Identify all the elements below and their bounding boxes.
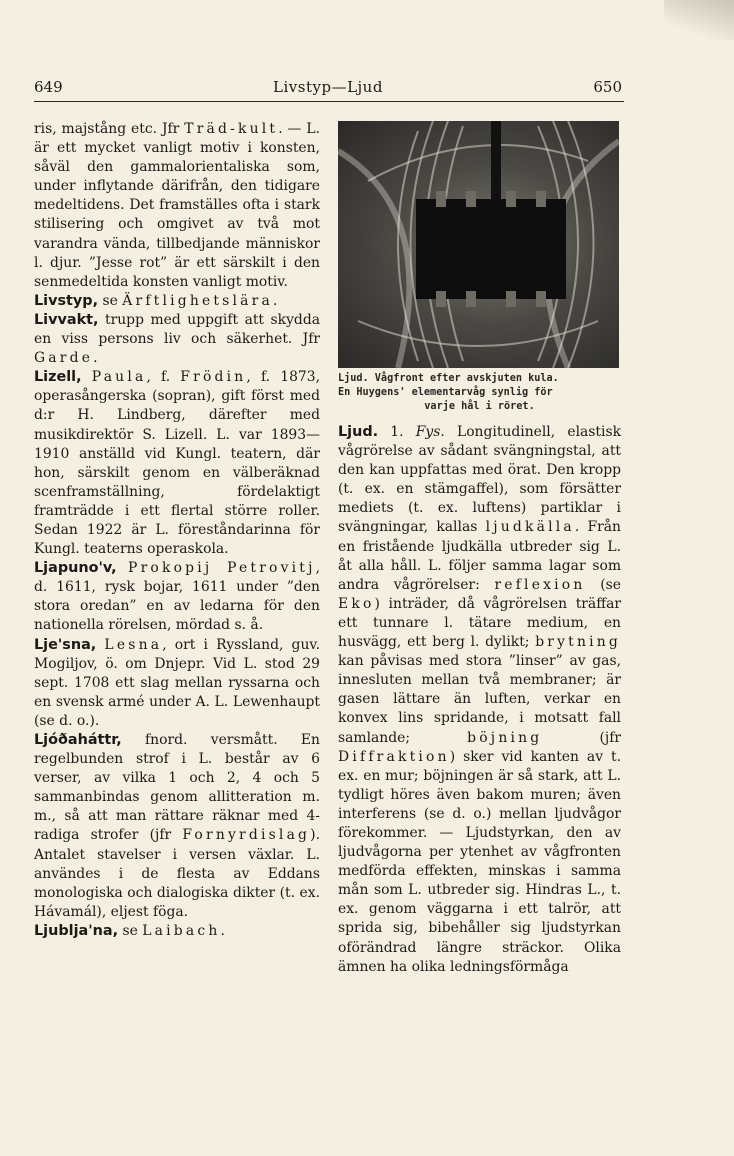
left-column-text-run: ris, majstång etc. Jfr	[34, 121, 185, 137]
left-column-headword: Livstyp,	[34, 292, 99, 309]
left-column-text-run: . — L. är ett mycket vanligt motiv i konsten, såväl den gammalorientaliska som, under inflytande därifrån, den tidigare medeltidens. Det framställes ofta i stark stilisering och omgivet av två mot varandra vända, tillbedjande människor l. djur. ”Jesse rot” är ett särskilt i den senmedeltida konsten vanligt motiv.	[34, 121, 321, 290]
right-column-spaced-term: reflexion	[494, 576, 586, 593]
left-column-headword: Lizell,	[34, 369, 82, 386]
left-column-text-run	[82, 369, 92, 385]
right-column-spaced-term: brytning	[535, 634, 621, 651]
left-column-spaced-term: Laibach	[142, 922, 221, 939]
left-column-headword: Ljóðaháttr,	[34, 732, 122, 748]
right-column-spaced-term: Eko	[338, 595, 375, 612]
left-column-spaced-term: Lesna	[104, 636, 163, 653]
header-rule	[34, 101, 624, 102]
right-column	[338, 423, 621, 977]
figure-caption	[338, 372, 621, 413]
right-column-italic-term: Fys.	[415, 424, 445, 440]
left-column-spaced-term: Frödin	[180, 369, 247, 386]
left-column-spaced-term: Garde	[34, 350, 94, 367]
left-column-text-run: , f.	[146, 369, 181, 386]
sound-wave-photograph	[338, 121, 619, 368]
left-column-spaced-term: Träd-kult	[184, 121, 279, 137]
left-column-headword: Ljapuno'v,	[34, 560, 117, 577]
right-column-text-run: Longitudinell, elastisk vågrörelse av sådant svängningstal, att den kan uppfattas med örat. Den kropp (t. ex. en stämgaffel), som försätter mediets (t. ex. luftens) partiklar i svängningar, kallas	[338, 424, 621, 536]
left-column-spaced-term: Prokopij Petrovitj	[128, 560, 316, 577]
running-header	[34, 78, 622, 100]
left-column-headword: Ljublja'na,	[34, 922, 119, 939]
left-column-text-run: .	[272, 292, 278, 309]
left-column-headword: Livvakt,	[34, 311, 99, 328]
left-column-text-run: ). Antalet stavelser i versen växlar. L. användes i de flesta av Eddans monologiska och dialogiska dikter (t. ex. Hávamál), eljest föga.	[34, 827, 320, 920]
left-column	[34, 120, 320, 941]
left-column-text-run: se	[98, 292, 123, 309]
right-column-text-run: ) inträder, då vågrörelsen träffar ett tunnare l. tätare medium, en husvägg, ett berg l. dylikt;	[338, 595, 621, 651]
right-column-text-run: (se	[585, 576, 621, 593]
left-column-spaced-term: Fornyrdislag	[182, 827, 311, 844]
left-column-text-run: se	[118, 922, 143, 939]
page-number-left: 649	[34, 78, 63, 96]
right-column-spaced-term: Diffraktion	[338, 748, 450, 765]
left-column-headword: Lje'sna,	[34, 636, 97, 653]
right-column-text	[338, 423, 621, 977]
left-column-text	[34, 120, 320, 941]
left-column-text-run: .	[93, 350, 98, 367]
wavefront-image	[338, 121, 619, 368]
right-column-text-run: 1.	[378, 424, 416, 440]
right-column-spaced-term: ljudkälla	[485, 519, 575, 536]
left-column-spaced-term: Ärftlighetslära	[122, 292, 273, 309]
left-column-text-run	[117, 560, 128, 576]
right-column-headword: Ljud.	[338, 424, 379, 440]
caption-line-2: En Huygens' elementarvåg synlig för	[338, 386, 553, 398]
running-title: Livstyp—Ljud	[273, 78, 383, 96]
left-column-text-run: , f. 1873, operasångerska (sopran), gift först med d:r H. Lindberg, därefter med musikdirektör S. Lizell. L. var 1893—1910 anställd vid Kungl. teatern, där hon, särskilt genom en välberäknad scenframställning, fördelaktigt framträdde i ett flertal större roller. Sedan 1922 är L. föreståndarinna för Kungl. teaterns operaskola.	[34, 369, 320, 558]
right-column-text-run: . Från en fristående ljudkälla utbreder sig L. åt alla håll. L. följer samma lagar som andra vågrörelser:	[338, 519, 621, 593]
left-column-text-run: , ort i Ryssland, guv. Mogiljov, ö. om Dnjepr. Vid L. stod 29 sept. 1708 ett slag mellan ryssarna och en svensk armé under A. L. Lewenhaupt (se d. o.).	[34, 636, 320, 729]
left-column-text-run: .	[220, 922, 225, 939]
page-corner-shadow	[664, 0, 734, 40]
right-column-text-run: kan påvisas med stora ”linser” av gas, innesluten mellan två membraner; är gasen lättare än luften, verkar en konvex lins spridande, i motsatt fall samlande;	[338, 653, 621, 746]
caption-line-3: varje hål i röret.	[424, 400, 535, 412]
left-column-text-run: fnord. versmått. En regelbunden strof i L. består av 6 verser, av vilka 1 och 2, 4 och 5 sammanbindas genom allitteration m. m., så att man rättare räknar med 4-radiga strofer (jfr	[34, 732, 320, 844]
caption-line-1: Ljud. Vågfront efter avskjuten kula.	[338, 373, 559, 384]
right-column-spaced-term: böjning	[467, 729, 543, 746]
right-column-text-run: (jfr	[542, 729, 621, 746]
left-column-text-run: , d. 1611, rysk bojar, 1611 under ”den stora oredan” en av ledarna för den nationella rörelsen, mördad s. å.	[34, 560, 321, 634]
left-column-spaced-term: Paula	[91, 369, 147, 386]
left-column-text-run: trupp med uppgift att skydda en viss persons liv och säkerhet. Jfr	[34, 311, 320, 348]
page-number-right: 650	[593, 78, 622, 96]
right-column-text-run: ) sker vid kanten av t. ex. en mur; böjningen är så stark, att L. tydligt höres även bakom muren; även interferens (se d. o.) mellan ljudvågor förekommer. — Ljudstyrkan, den av ljudvågorna per ytenhet av vågfronten medförda effekten, minskas i samma mån som L. utbreder sig. Hindras L., t. ex. genom väggarna i ett talrör, att sprida sig, bibehåller sig ljudstyrkan oförändrad längre sträckor. Olika ämnen ha olika ledningsförmåga	[338, 748, 621, 975]
